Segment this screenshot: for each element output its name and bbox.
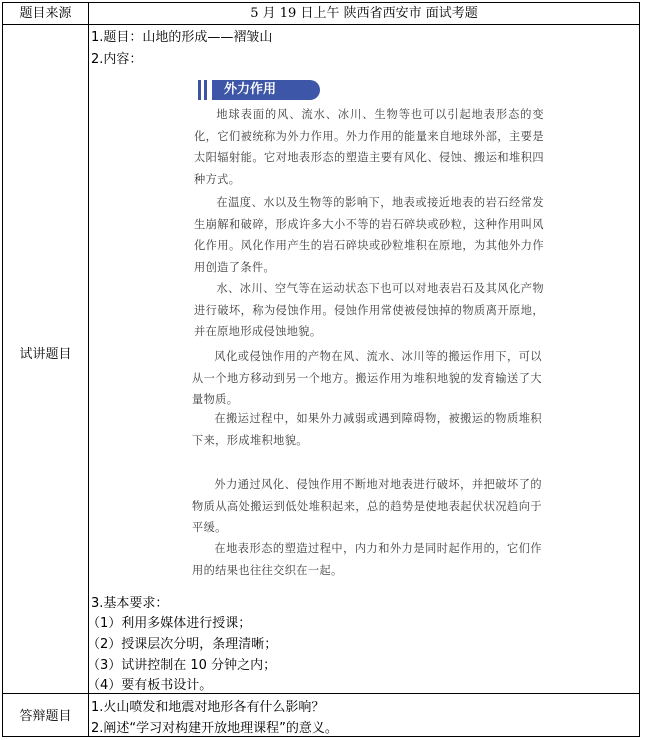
lecture-topic: 1.题目：山地的形成——褶皱山 (91, 30, 273, 45)
excerpt-paragraph: 在温度、水以及生物等的影响下，地表或接近地表的岩石经常发生崩解和破碎，形成许多大小不等的岩石碎块或砂粒，这种作用叫风化作用。风化作用产生的岩石碎块或砂粒堆积在原地，为其他外力作用创造了条件。 (194, 196, 544, 274)
textbook-excerpt-image (194, 74, 546, 586)
requirement-item: （2）授课层次分明，条理清晰； (87, 637, 278, 652)
banner-title: 外力作用 (212, 80, 320, 100)
requirement-item: （1）利用多媒体进行授课； (87, 616, 252, 631)
header-label: 题目来源 (19, 6, 72, 21)
defense-question: 2.阐述“学习对构建开放地理课程”的意义。 (91, 721, 338, 736)
row-divider-header (3, 24, 639, 25)
defense-question: 1.火山喷发和地震对地形各有什么影响？ (91, 700, 325, 715)
excerpt-paragraph: 在搬运过程中，如果外力减弱或遇到障碍物，被搬运的物质堆积下来，形成堆积地貌。 (192, 412, 542, 447)
section-banner (198, 78, 318, 100)
excerpt-paragraph: 外力通过风化、侵蚀作用不断地对地表进行破坏，并把破坏了的物质从高处搬运到低处堆积起来，总的趋势是使地表起伏状况趋向于平缓。 (192, 478, 542, 534)
content-label: 2.内容： (91, 52, 143, 67)
excerpt-paragraph: 水、冰川、空气等在运动状态下也可以对地表岩石及其风化产物进行破坏，称为侵蚀作用。侵蚀作用常使被侵蚀掉的物质离开原地，并在原地形成侵蚀地貌。 (194, 282, 544, 338)
requirement-item: （4）要有板书设计。 (87, 678, 213, 693)
banner-bar-icon (204, 80, 207, 100)
requirement-item: （3）试讲控制在 10 分钟之内； (87, 658, 277, 673)
excerpt-paragraph: 风化或侵蚀作用的产物在风、流水、冰川等的搬运作用下，可以从一个地方移动到另一个地方。搬运作用为堆积地貌的发育输送了大量物质。 (192, 350, 542, 406)
excerpt-paragraph: 地球表面的风、流水、冰川、生物等也可以引起地表形态的变化，它们被统称为外力作用。外力作用的能量来自地球外部，主要是太阳辐射能。它对地表形态的塑造主要有风化、侵蚀、搬运和堆积四种方式。 (194, 108, 544, 186)
lecture-label: 试讲题目 (19, 347, 72, 362)
banner-bar-icon (198, 80, 201, 100)
excerpt-paragraph: 在地表形态的塑造过程中，内力和外力是同时起作用的，它们作用的结果也往往交织在一起。 (192, 542, 542, 577)
header-title: 5 月 19 日上午 陕西省西安市 面试考题 (250, 6, 478, 21)
row-divider-defense (3, 693, 639, 694)
requirements-label: 3.基本要求： (91, 596, 169, 611)
defense-label: 答辩题目 (19, 709, 72, 724)
